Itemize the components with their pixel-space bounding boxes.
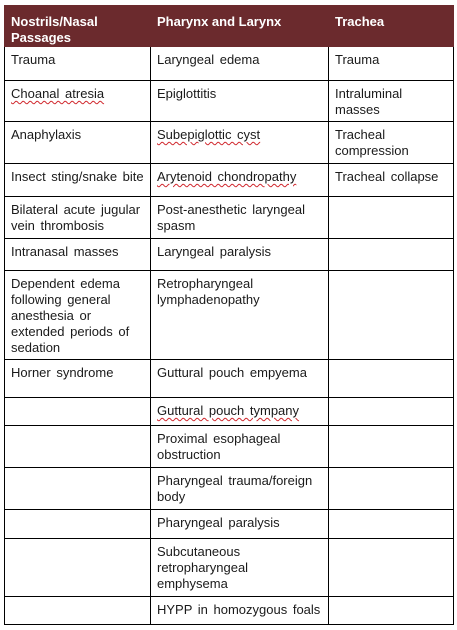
table-cell: Laryngeal edema bbox=[151, 47, 329, 81]
table-cell: Subcutaneous retropharyngeal emphysema bbox=[151, 539, 329, 597]
header-trachea: Trachea bbox=[329, 6, 454, 47]
table-cell: Proximal esophageal obstruction bbox=[151, 426, 329, 468]
table-row bbox=[5, 468, 454, 510]
table-cell bbox=[5, 510, 151, 539]
table-cell bbox=[5, 81, 151, 122]
table-cell: Intranasal masses bbox=[5, 239, 151, 271]
table-row bbox=[5, 271, 454, 360]
table-cell: Retropharyngeal lymphadenopathy bbox=[151, 271, 329, 360]
table-cell: Tracheal compression bbox=[329, 122, 454, 164]
table-cell bbox=[151, 398, 329, 426]
table-cell bbox=[5, 597, 151, 625]
table-cell bbox=[5, 539, 151, 597]
table-row bbox=[5, 597, 454, 625]
table-row bbox=[5, 122, 454, 164]
table-cell bbox=[151, 122, 329, 164]
table-cell bbox=[329, 398, 454, 426]
spellcheck-underlined-text: Choanal atresia bbox=[11, 86, 105, 101]
header-nostrils-nasal-passages: Nostrils/Nasal Passages bbox=[5, 6, 151, 47]
table-cell bbox=[329, 539, 454, 597]
table-row bbox=[5, 239, 454, 271]
differential-diagnosis-table bbox=[4, 5, 454, 625]
table-cell bbox=[329, 597, 454, 625]
table-cell bbox=[329, 271, 454, 360]
table-cell: Pharyngeal trauma/foreign body bbox=[151, 468, 329, 510]
differential-diagnosis-table-container bbox=[4, 5, 454, 625]
table-row bbox=[5, 426, 454, 468]
table-cell: Trauma bbox=[5, 47, 151, 81]
table-cell: Intraluminal masses bbox=[329, 81, 454, 122]
table-row bbox=[5, 510, 454, 539]
table-cell bbox=[5, 468, 151, 510]
table-cell bbox=[329, 468, 454, 510]
table-cell: Epiglottitis bbox=[151, 81, 329, 122]
table-row bbox=[5, 47, 454, 81]
table-cell: Insect sting/snake bite bbox=[5, 164, 151, 197]
table-header-row bbox=[5, 6, 454, 47]
header-pharynx-and-larynx: Pharynx and Larynx bbox=[151, 6, 329, 47]
table-row bbox=[5, 398, 454, 426]
table-cell: Pharyngeal paralysis bbox=[151, 510, 329, 539]
table-row bbox=[5, 164, 454, 197]
spellcheck-underlined-text: Guttural pouch tympany bbox=[157, 403, 300, 418]
table-cell: HYPP in homozygous foals bbox=[151, 597, 329, 625]
table-cell bbox=[151, 164, 329, 197]
table-cell bbox=[329, 510, 454, 539]
table-row bbox=[5, 360, 454, 398]
table-cell: Bilateral acute jugular vein thrombosis bbox=[5, 197, 151, 239]
table-cell: Tracheal collapse bbox=[329, 164, 454, 197]
table-cell: Post-anesthetic laryngeal spasm bbox=[151, 197, 329, 239]
table-cell: Anaphylaxis bbox=[5, 122, 151, 164]
table-cell bbox=[5, 426, 151, 468]
table-cell: Dependent edema following general anesthesia or extended periods of sedation bbox=[5, 271, 151, 360]
table-cell: Laryngeal paralysis bbox=[151, 239, 329, 271]
table-cell bbox=[329, 239, 454, 271]
table-row bbox=[5, 539, 454, 597]
table-cell bbox=[329, 360, 454, 398]
table-cell bbox=[329, 426, 454, 468]
table-row bbox=[5, 81, 454, 122]
table-cell: Guttural pouch empyema bbox=[151, 360, 329, 398]
table-cell: Trauma bbox=[329, 47, 454, 81]
spellcheck-underlined-text: Subepiglottic cyst bbox=[157, 127, 261, 142]
table-cell: Horner syndrome bbox=[5, 360, 151, 398]
table-cell bbox=[329, 197, 454, 239]
table-cell bbox=[5, 398, 151, 426]
spellcheck-underlined-text: Arytenoid chondropathy bbox=[157, 169, 297, 184]
table-row bbox=[5, 197, 454, 239]
